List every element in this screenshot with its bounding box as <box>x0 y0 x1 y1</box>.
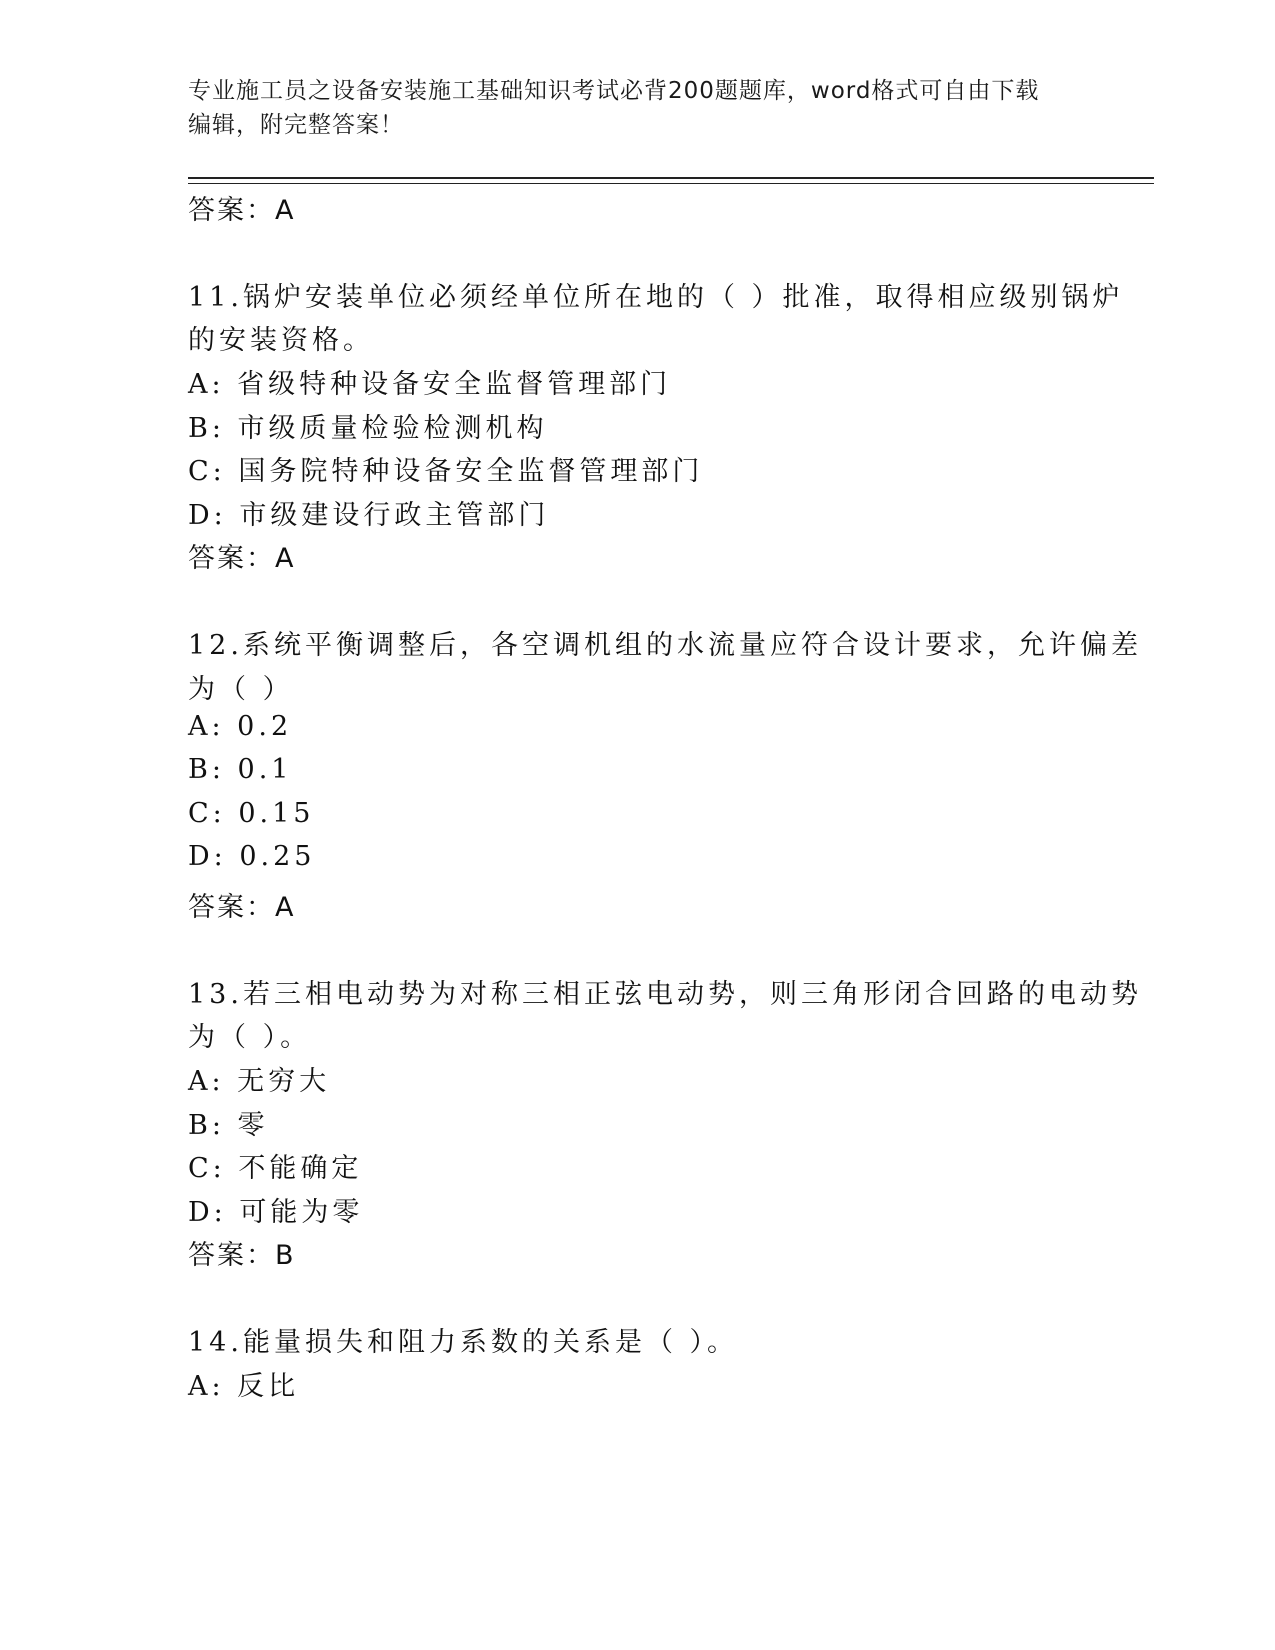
question-11-option-a: A: 省级特种设备安全监督管理部门 <box>188 369 672 400</box>
question-11-stem-line-1: 11.锅炉安装单位必须经单位所在地的（ ）批准，取得相应级别锅炉 <box>188 282 1124 313</box>
document-header <box>188 74 1088 142</box>
question-11-option-d: D: 市级建设行政主管部门 <box>188 500 550 531</box>
header-divider-thick <box>188 177 1154 179</box>
question-13-option-d: D: 可能为零 <box>188 1197 364 1228</box>
question-11-option-c: C: 国务院特种设备安全监督管理部门 <box>188 456 704 487</box>
question-12-answer: 答案：A <box>188 892 296 923</box>
question-12-option-a: A: 0.2 <box>188 711 293 742</box>
question-13-stem-line-1: 13.若三相电动势为对称三相正弦电动势，则三角形闭合回路的电动势 <box>188 979 1142 1010</box>
question-13-option-b: B: 零 <box>188 1110 269 1141</box>
question-13-option-a: A: 无穷大 <box>188 1066 331 1097</box>
question-12-option-c: C: 0.15 <box>188 798 315 829</box>
header-divider-thin <box>188 183 1154 184</box>
header-line-2: 编辑，附完整答案！ <box>188 112 404 138</box>
question-12-option-d: D: 0.25 <box>188 841 316 872</box>
header-line-1: 专业施工员之设备安装施工基础知识考试必背200题题库，word格式可自由下载 <box>188 78 1040 104</box>
question-14-stem: 14.能量损失和阻力系数的关系是（ ）。 <box>188 1327 739 1358</box>
question-13-option-c: C: 不能确定 <box>188 1153 363 1184</box>
question-13-stem-line-2: 为（ ）。 <box>188 1022 312 1053</box>
question-12-stem-line-2: 为（ ） <box>188 674 294 705</box>
question-12-option-b: B: 0.1 <box>188 754 293 785</box>
question-11-option-b: B: 市级质量检验检测机构 <box>188 413 548 444</box>
question-11-answer: 答案：A <box>188 543 296 574</box>
previous-answer: 答案：A <box>188 195 296 226</box>
question-11-stem-line-2: 的安装资格。 <box>188 325 374 356</box>
question-14-option-a: A: 反比 <box>188 1371 300 1402</box>
question-13-answer: 答案：B <box>188 1240 296 1271</box>
question-12-stem-line-1: 12.系统平衡调整后，各空调机组的水流量应符合设计要求，允许偏差 <box>188 630 1142 661</box>
